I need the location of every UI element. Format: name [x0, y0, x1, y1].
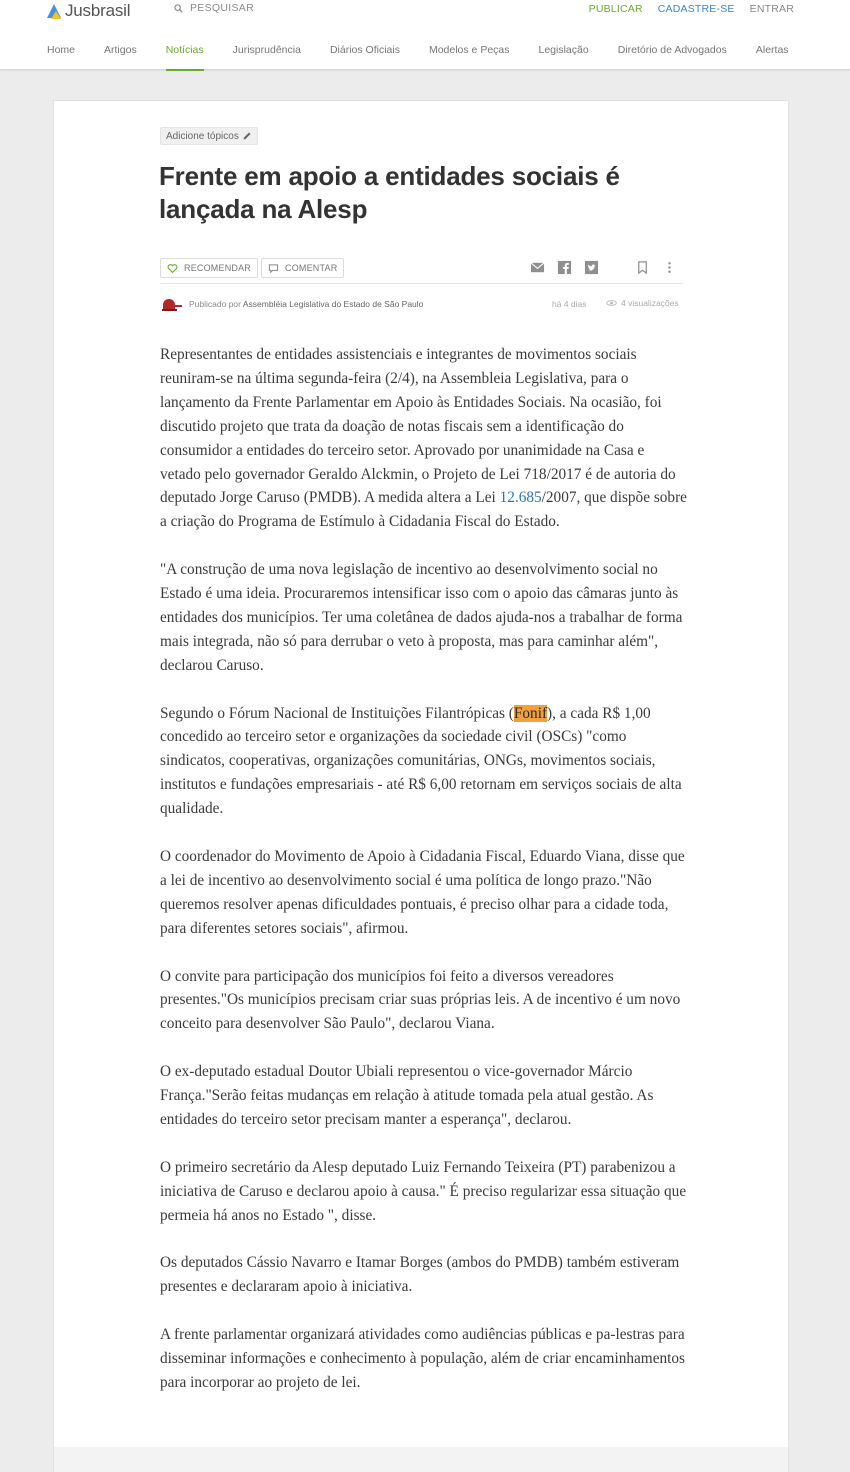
- nav-item-diarios-oficiais[interactable]: Diários Oficiais: [329, 44, 400, 56]
- add-topics-button[interactable]: [160, 127, 258, 145]
- paragraph-text: /2007, que dispõe sobre a criação do Programa de Estímulo à Cidadania Fiscal do Estado.: [160, 489, 687, 531]
- nav-item-noticias[interactable]: Notícias: [166, 44, 204, 70]
- search-label: PESQUISAR: [190, 2, 254, 14]
- article-body: [160, 343, 688, 1419]
- comment-button[interactable]: [261, 258, 344, 278]
- publish-link[interactable]: PUBLICAR: [588, 3, 643, 15]
- signup-link[interactable]: CADASTRE-SE: [657, 3, 735, 15]
- comment-label: COMENTAR: [285, 263, 338, 273]
- bookmark-icon[interactable]: [635, 260, 650, 275]
- more-options-icon[interactable]: [662, 260, 677, 275]
- article-paragraph: Os deputados Cássio Navarro e Itamar Borges (ambos do PMDB) também estiveram presentes e declararam apoio à iniciativa.: [160, 1254, 680, 1296]
- login-link[interactable]: ENTRAR: [749, 3, 794, 15]
- account-actions: [589, 3, 794, 15]
- article-paragraph: "A construção de uma nova legislação de incentivo ao desenvolvimento social no Estado é uma ideia. Procuraremos intensificar isso com o apoio das câmaras junto às entidades dos municípios. Ter uma coletânea de dados ajuda-nos a trabalhar de forma mais integrada, não só para derrubar o veto à proposta, mas para caminhar além", declarou Caruso.: [160, 561, 683, 674]
- paragraph-text: Segundo o Fórum Nacional de Instituições Filantrópicas (: [160, 704, 514, 722]
- logo-icon: [47, 2, 63, 20]
- publish-time: há 4 dias: [552, 299, 587, 309]
- jusbrasil-logo[interactable]: [47, 0, 130, 22]
- main-nav: [47, 44, 789, 70]
- author-link[interactable]: Assembléia Legislativa do Estado de São Paulo: [242, 299, 424, 309]
- heart-icon: [167, 263, 178, 274]
- nav-item-modelos-pecas[interactable]: Modelos e Peças: [428, 44, 510, 56]
- view-count-label: 4 visualizações: [621, 298, 679, 308]
- facebook-share-icon[interactable]: [557, 260, 572, 275]
- law-link[interactable]: 12.685: [499, 489, 542, 507]
- article-paragraph: [160, 702, 688, 822]
- view-count: [606, 298, 679, 308]
- nav-item-jurisprudencia[interactable]: Jurisprudência: [232, 44, 301, 56]
- author-avatar[interactable]: [161, 297, 183, 311]
- header-divider: [160, 283, 683, 284]
- article-paragraph: A frente parlamentar organizará atividades como audiências públicas e pa-lestras para disseminar informações e conhecimento à população, além de criar encaminhamentos para incorporar ao projeto de lei.: [160, 1326, 685, 1391]
- search-icon: [174, 4, 183, 13]
- nav-item-alertas[interactable]: Alertas: [755, 44, 789, 56]
- article-title: Frente em apoio a entidades sociais é lançada na Alesp: [159, 161, 620, 224]
- published-by-label: Publicado por: [189, 299, 241, 309]
- highlighted-term: Fonif: [513, 704, 548, 722]
- nav-item-diretorio-advogados[interactable]: Diretório de Advogados: [617, 44, 727, 56]
- article-paragraph: [160, 343, 688, 534]
- comment-icon: [268, 263, 279, 274]
- article-paragraph: O convite para participação dos municípios foi feito a diversos vereadores presentes."Os municípios precisam criar suas próprias leis. A de incentivo é um novo conceito para desenvolver São Paulo", declarou Viana.: [160, 967, 681, 1033]
- published-by: [189, 299, 423, 309]
- nav-item-home[interactable]: Home: [47, 44, 76, 56]
- pencil-icon: [242, 131, 252, 141]
- article-paragraph: O ex-deputado estadual Doutor Ubiali representou o vice-governador Márcio França."Serão feitas mudanças em relação à atitude tomada pela atual gestão. As entidades do terceiro setor precisam manter a esperança", declarou.: [160, 1063, 654, 1128]
- email-share-icon[interactable]: [530, 260, 545, 275]
- top-header: [0, 0, 850, 70]
- recommend-label: RECOMENDAR: [184, 263, 252, 273]
- add-topics-label: Adicione tópicos: [166, 130, 239, 142]
- article-paragraph: O coordenador do Movimento de Apoio à Cidadania Fiscal, Eduardo Viana, disse que a lei de incentivo ao desenvolvimento social é uma política de longo prazo."Não queremos resolver apenas dificuldades pontuais, é preciso olhar para a cidade toda, para diferentes setores sociais", afirmou.: [160, 847, 685, 937]
- paragraph-text: Representantes de entidades assistenciais e integrantes de movimentos sociais reuniram-se na última segunda-feira (2/4), na Assembleia Legislativa, para o lançamento da Frente Parlamentar em Apoio às Entidades Sociais. Na ocasião, foi discutido projeto que trata da doação de notas fiscais sem a identificação do consumidor a entidades do terceiro setor. Aprovado por unanimidade na Casa e vetado pelo governador Geraldo Alckmin, o Projeto de Lei 718/2017 é de autoria do deputado Jorge Caruso (PMDB). A medida altera a Lei: [160, 346, 676, 507]
- article-paragraph: O primeiro secretário da Alesp deputado Luiz Fernando Teixeira (PT) parabenizou a iniciativa de Caruso e declarou apoio à causa." É preciso regularizar essa situação que permeia há anos no Estado ", disse.: [160, 1158, 687, 1224]
- eye-icon: [606, 299, 617, 307]
- twitter-share-icon[interactable]: [584, 260, 599, 275]
- paragraph-text: ), a cada R$ 1,00 concedido ao terceiro setor e organizações da sociedade civil (OSCs) "como sindicatos, cooperativas, organizações comunitárias, ONGs, movimentos sociais, institutos e fundações empresariais - até R$ 6,00 retornam em serviços sociais de alta qualidade.: [160, 704, 682, 818]
- card-footer-strip: [53, 1447, 789, 1472]
- nav-item-artigos[interactable]: Artigos: [104, 44, 137, 56]
- logo-text: Jusbrasil: [65, 1, 131, 20]
- recommend-button[interactable]: [160, 258, 258, 278]
- search-button[interactable]: [174, 2, 254, 14]
- nav-item-legislacao[interactable]: Legislação: [538, 44, 589, 56]
